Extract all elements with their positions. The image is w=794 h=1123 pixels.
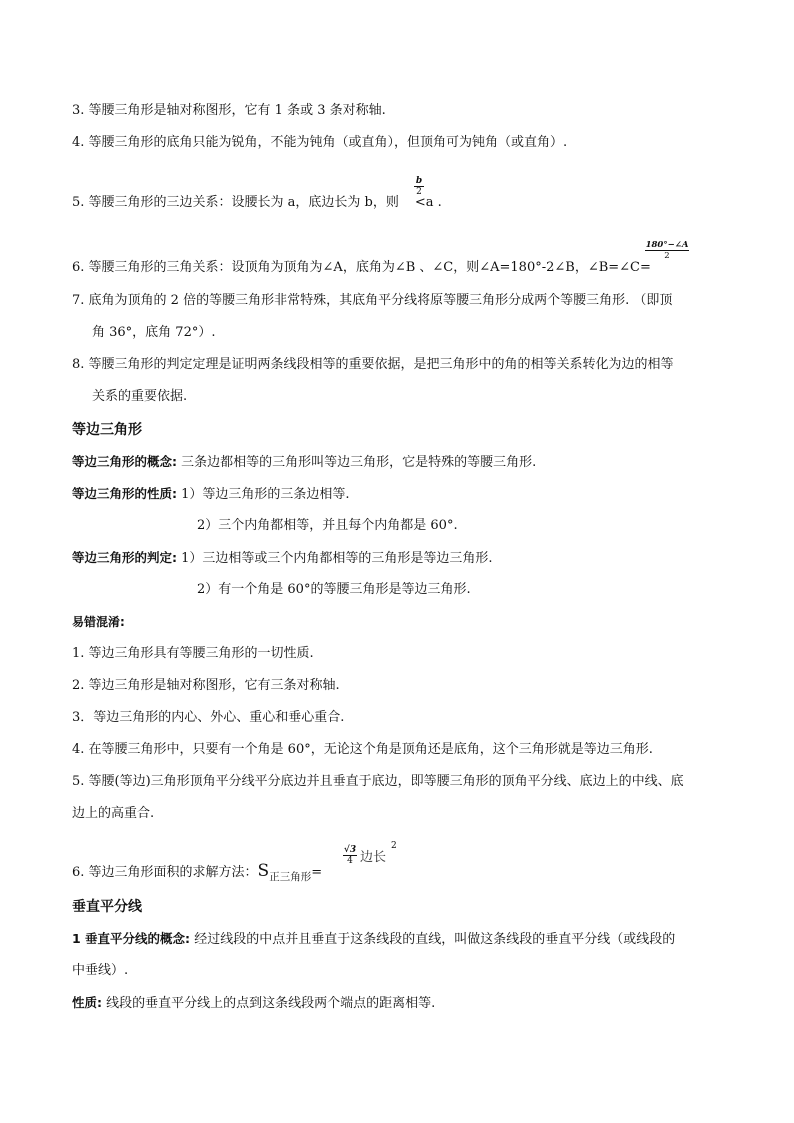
confuse-item-6 bbox=[72, 862, 322, 886]
item-4: 4. 等腰三角形的底角只能为锐角，不能为钝角（或直角），但顶角可为钝角（或直角）. bbox=[72, 135, 568, 150]
heading-perpendicular: 垂直平分线 bbox=[72, 899, 142, 915]
fraction-numerator: b bbox=[415, 176, 423, 186]
confuse-item-5-line-2: 边上的高重合. bbox=[72, 806, 155, 821]
perpendicular-property bbox=[72, 994, 435, 1013]
item-5-text: 5. 等腰三角形的三边关系：设腰长为 a，底边长为 b，则 bbox=[72, 195, 399, 210]
label: 等边三角形的判定: bbox=[72, 550, 177, 565]
confuse-item-2: 2. 等边三角形是轴对称图形，它有三条对称轴. bbox=[72, 678, 340, 693]
fraction-denominator: 2 bbox=[414, 186, 424, 197]
fraction-angle-formula bbox=[645, 240, 689, 261]
text: 经过线段的中点并且垂直于这条线段的直线，叫做这条线段的垂直平分线（或线段的 bbox=[190, 932, 676, 947]
label: 1 垂直平分线的概念: bbox=[72, 931, 191, 946]
item-5-tail: <a . bbox=[414, 195, 442, 210]
text: 线段的垂直平分线上的点到这条线段两个端点的距离相等. bbox=[102, 996, 436, 1011]
item-8-line-1: 8. 等腰三角形的判定定理是证明两条线段相等的重要依据，是把三角形中的角的相等关系转化为边的相等 bbox=[72, 357, 674, 372]
confuse-item-3: 3．等边三角形的内心、外心、重心和垂心重合. bbox=[72, 710, 345, 725]
label: 性质: bbox=[72, 995, 102, 1010]
fraction-numerator: 180°−∠A bbox=[645, 240, 689, 250]
equilateral-judge-2: 2）有一个角是 60°的等腰三角形是等边三角形. bbox=[197, 582, 471, 597]
text: 6. 等边三角形面积的求解方法： bbox=[72, 865, 258, 880]
fraction-numerator: √3 bbox=[343, 845, 357, 855]
text: 1）等边三角形的三条边相等. bbox=[177, 487, 350, 502]
confuse-item-4: 4. 在等腰三角形中，只要有一个角是 60°，无论这个角是顶角还是底角，这个三角形就是等边三角形. bbox=[72, 742, 653, 757]
confuse-label: 易错混淆: bbox=[72, 615, 125, 629]
item-6: 6. 等腰三角形的三角关系：设顶角为顶角为∠A，底角为∠B 、∠C，则∠A=180°-2∠B，∠B=∠C= bbox=[72, 260, 651, 275]
equals-sign: = bbox=[311, 865, 323, 880]
perpendicular-concept bbox=[72, 930, 675, 949]
fraction-denominator: 4 bbox=[343, 855, 357, 866]
item-8-line-2: 关系的重要依据. bbox=[92, 389, 188, 404]
fraction-b-over-2 bbox=[414, 176, 424, 197]
confuse-item-1: 1. 等边三角形具有等腰三角形的一切性质. bbox=[72, 646, 314, 661]
area-subscript: 正三角形 bbox=[269, 871, 312, 883]
item-7-line-2: 角 36°，底角 72°）. bbox=[92, 325, 216, 340]
heading-equilateral: 等边三角形 bbox=[72, 422, 142, 438]
item-5 bbox=[72, 194, 442, 212]
fraction-sqrt3-over-4 bbox=[343, 845, 357, 866]
equilateral-property bbox=[72, 485, 350, 504]
equilateral-property-2: 2）三个内角都相等，并且每个内角都是 60°. bbox=[197, 518, 458, 533]
perpendicular-concept-2: 中垂线）. bbox=[72, 963, 129, 978]
text: 1）三边相等或三个内角都相等的三角形是等边三角形. bbox=[177, 551, 493, 566]
equilateral-concept bbox=[72, 453, 536, 472]
equilateral-judge bbox=[72, 549, 493, 568]
fraction-denominator: 2 bbox=[645, 250, 689, 261]
exponent: 2 bbox=[391, 841, 397, 851]
area-symbol: S bbox=[257, 861, 270, 881]
text: 三条边都相等的三角形叫等边三角形，它是特殊的等腰三角形. bbox=[177, 455, 537, 470]
item-7-line-1: 7. 底角为顶角的 2 倍的等腰三角形非常特殊，其底角平分线将原等腰三角形分成两个等腰三角形. （即顶 bbox=[72, 293, 673, 308]
label: 等边三角形的概念: bbox=[72, 454, 177, 469]
side-length-text: 边长 bbox=[360, 850, 387, 865]
label: 等边三角形的性质: bbox=[72, 486, 177, 501]
item-3: 3. 等腰三角形是轴对称图形，它有 1 条或 3 条对称轴. bbox=[72, 103, 386, 118]
confuse-item-5-line-1: 5. 等腰(等边)三角形顶角平分线平分底边并且垂直于底边，即等腰三角形的顶角平分线、底边上的中线、底 bbox=[72, 774, 684, 789]
